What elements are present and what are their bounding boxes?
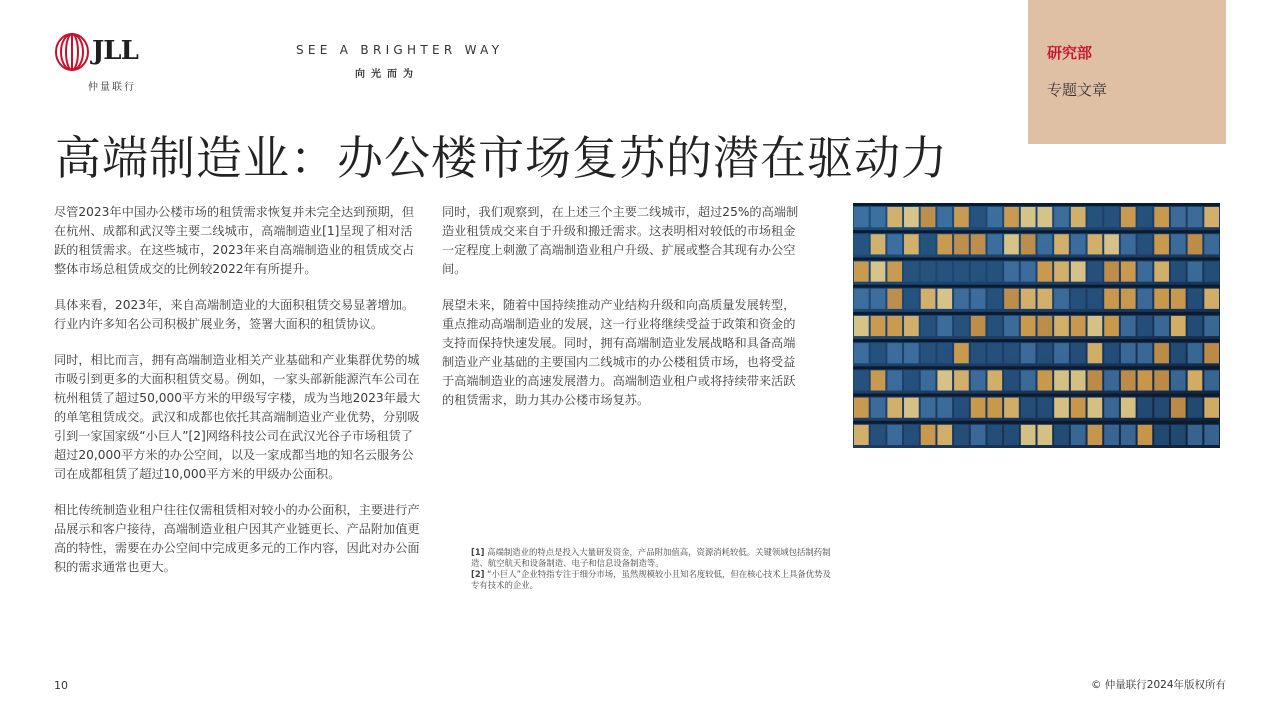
window-pane [1004,234,1019,254]
window-pane [1204,370,1219,390]
window-pane [1138,343,1153,363]
floor-slab [853,421,1220,424]
window-pane [954,234,969,254]
window-pane [1038,207,1053,227]
window-pane [904,289,919,309]
window-pane [921,425,936,445]
window-pane [1054,398,1069,418]
window-pane [1071,261,1086,281]
window-pane [1038,398,1053,418]
window-pane [1104,343,1119,363]
window-pane [1071,316,1086,336]
window-pane [987,261,1002,281]
window-pane [971,343,986,363]
window-pane [871,207,886,227]
window-pane [1104,207,1119,227]
window-pane [1054,207,1069,227]
window-pane [1104,261,1119,281]
window-pane [937,261,952,281]
window-pane [1071,234,1086,254]
window-pane [1054,316,1069,336]
window-pane [1138,425,1153,445]
window-pane [1021,316,1036,336]
window-pane [854,370,869,390]
window-pane [1121,234,1136,254]
window-pane [887,289,902,309]
window-pane [1004,343,1019,363]
window-pane [904,425,919,445]
window-pane [921,343,936,363]
window-pane [1104,398,1119,418]
window-pane [904,261,919,281]
window-pane [1054,289,1069,309]
window-pane [871,234,886,254]
floor-slab [853,230,1220,233]
window-pane [1171,370,1186,390]
window-pane [887,234,902,254]
window-pane [1071,398,1086,418]
window-pane [1171,261,1186,281]
window-pane [887,207,902,227]
paragraph: 相比传统制造业租户往往仅需租赁相对较小的办公面积，主要进行产品展示和客户接待，高端制造业租户因其产业链更长、产品附加值更高的特性，需要在办公空间中完成更多元的工作内容，因此对办公面积的需求通常也更大。 [54,503,420,574]
window-pane [954,370,969,390]
window-pane [1088,289,1103,309]
window-pane [1204,398,1219,418]
window-pane [1188,289,1203,309]
window-pane [1088,234,1103,254]
logo-subtitle: 仲量联行 [88,82,136,93]
window-pane [971,234,986,254]
window-pane [854,316,869,336]
window-pane [887,261,902,281]
window-pane [1188,425,1203,445]
window-pane [1154,289,1169,309]
window-pane [1138,370,1153,390]
window-pane [1154,261,1169,281]
window-pane [987,370,1002,390]
window-pane [1021,207,1036,227]
window-pane [904,234,919,254]
window-pane [971,261,986,281]
window-pane [1104,289,1119,309]
window-pane [937,234,952,254]
window-pane [1038,261,1053,281]
window-pane [1188,343,1203,363]
floor-slab [853,312,1220,315]
window-pane [1138,261,1153,281]
category-badge [1028,0,1226,144]
window-pane [921,261,936,281]
floor-slab [853,339,1220,342]
window-pane [854,289,869,309]
window-pane [1004,316,1019,336]
window-pane [1204,234,1219,254]
window-pane [854,234,869,254]
window-pane [954,316,969,336]
window-pane [1188,207,1203,227]
window-pane [871,343,886,363]
window-pane [1121,370,1136,390]
window-pane [1188,316,1203,336]
window-pane [1021,261,1036,281]
window-pane [987,234,1002,254]
window-pane [954,343,969,363]
window-pane [1171,343,1186,363]
window-pane [1054,425,1069,445]
tagline-sub: 向光而为 [355,69,419,80]
window-pane [937,343,952,363]
floor-slab [853,285,1220,288]
window-pane [1171,234,1186,254]
window-pane [921,316,936,336]
window-pane [1121,289,1136,309]
window-pane [987,343,1002,363]
department-label: 研究部 [1047,44,1093,62]
window-pane [1121,207,1136,227]
window-pane [1138,398,1153,418]
window-pane [1121,343,1136,363]
window-pane [1004,261,1019,281]
tagline: SEE A BRIGHTER WAY [296,43,504,57]
window-pane [1138,234,1153,254]
floor-slab [853,257,1220,260]
window-pane [1188,398,1203,418]
window-pane [1154,316,1169,336]
window-pane [1071,207,1086,227]
window-pane [904,370,919,390]
window-pane [1188,234,1203,254]
window-pane [1088,207,1103,227]
window-pane [871,398,886,418]
window-pane [954,425,969,445]
window-pane [1188,370,1203,390]
floor-slab [853,203,1220,206]
window-pane [1088,425,1103,445]
window-pane [1188,261,1203,281]
window-pane [887,343,902,363]
footnote [471,569,836,591]
window-pane [1121,398,1136,418]
building-facade-image [853,203,1220,448]
logo-wordmark: JLL [92,36,138,66]
window-pane [1154,234,1169,254]
window-pane [904,316,919,336]
footnote-number: [2] [471,569,485,579]
window-pane [1138,289,1153,309]
window-pane [1204,316,1219,336]
window-pane [1038,425,1053,445]
window-pane [1038,289,1053,309]
window-pane [1154,370,1169,390]
window-pane [1054,343,1069,363]
window-pane [854,398,869,418]
jll-globe-logo-icon [54,32,90,72]
window-pane [1154,343,1169,363]
jll-logo [54,32,144,92]
window-pane [1154,207,1169,227]
window-pane [887,316,902,336]
copyright: © 仲量联行2024年版权所有 [1090,679,1226,691]
window-pane [954,289,969,309]
window-pane [987,398,1002,418]
paragraph: 同时，我们观察到，在上述三个主要二线城市，超过25%的高端制造业租赁成交来自于升级和搬迁需求。这表明相对较低的市场租金一定程度上刺激了高端制造业租户升级、扩展或整合其现有办公空间。 [442,205,799,276]
window-pane [854,207,869,227]
window-pane [1138,316,1153,336]
window-pane [1071,289,1086,309]
footnote-text: “小巨人”企业特指专注于细分市场，虽然规模较小且知名度较低，但在核心技术上具备优势及专有技术的企业。 [471,569,831,590]
window-pane [1138,207,1153,227]
window-pane [1021,289,1036,309]
window-pane [987,316,1002,336]
window-pane [971,425,986,445]
window-pane [921,234,936,254]
window-pane [1071,343,1086,363]
footnotes [471,547,836,591]
window-pane [904,398,919,418]
window-pane [971,370,986,390]
page-title: 高端制造业：办公楼市场复苏的潜在驱动力 [55,131,948,185]
window-pane [1038,234,1053,254]
paragraph: 同时，相比而言，拥有高端制造业相关产业基础和产业集群优势的城市吸引到更多的大面积租赁交易。例如，一家头部新能源汽车公司在杭州租赁了超过50,000平方米的甲级写字楼，成为当地2023年最大的单笔租赁成交。武汉和成都也依托其高端制造业产业优势，分别吸引到一家国家级“小巨人”[2]网络科技公司在武汉光谷子市场租赁了超过20,000平方米的办公空间，以及一家成都当地的知名云服务公司在成都租赁了超过10,000平方米的甲级办公面积。 [54,353,421,481]
window-pane [1154,425,1169,445]
window-pane [937,425,952,445]
window-pane [1121,261,1136,281]
window-pane [1204,343,1219,363]
window-pane [987,425,1002,445]
window-pane [954,398,969,418]
window-pane [937,207,952,227]
window-pane [1038,343,1053,363]
window-pane [1004,425,1019,445]
window-pane [921,207,936,227]
window-pane [1104,425,1119,445]
floor-slab [853,366,1220,369]
footnote-number: [1] [471,547,485,557]
window-pane [1154,398,1169,418]
window-pane [871,425,886,445]
window-pane [1204,261,1219,281]
footnote-text: 高端制造业的特点是投入大量研发资金，产品附加值高，资源消耗较低。关键领域包括制药制造、航空航天和设备制造、电子和信息设备制造等。 [471,547,831,568]
window-pane [904,343,919,363]
window-pane [1171,207,1186,227]
window-pane [921,370,936,390]
window-pane [1054,370,1069,390]
window-pane [1054,234,1069,254]
window-pane [1071,370,1086,390]
window-pane [1121,425,1136,445]
window-pane [1088,261,1103,281]
window-pane [1204,289,1219,309]
window-pane [1121,316,1136,336]
window-pane [1021,398,1036,418]
window-pane [1104,370,1119,390]
paragraph: 展望未来，随着中国持续推动产业结构升级和向高质量发展转型，重点推动高端制造业的发展，这一行业将继续受益于政策和资金的支持而保持快速发展。同时，拥有高端制造业发展战略和具备高端制造业产业基础的主要国内二线城市的办公楼租赁市场，也将受益于高端制造业的高速发展潜力。高端制造业租户或将持续带来活跃的租赁需求，助力其办公楼市场复苏。 [442,298,796,407]
window-pane [971,207,986,227]
window-pane [1004,398,1019,418]
window-pane [887,398,902,418]
window-pane [954,261,969,281]
window-pane [854,343,869,363]
window-pane [1021,343,1036,363]
window-pane [1088,343,1103,363]
window-pane [1171,425,1186,445]
window-pane [1021,425,1036,445]
paragraph: 具体来看，2023年，来自高端制造业的大面积租赁交易显著增加。行业内许多知名公司积极扩展业务，签署大面积的租赁协议。 [54,298,415,331]
window-pane [871,370,886,390]
window-pane [854,425,869,445]
window-pane [937,370,952,390]
window-pane [921,289,936,309]
window-pane [937,289,952,309]
window-pane [1088,316,1103,336]
window-pane [1204,425,1219,445]
window-pane [971,398,986,418]
window-pane [1171,398,1186,418]
paragraph: 尽管2023年中国办公楼市场的租赁需求恢复并未完全达到预期，但在杭州、成都和武汉等主要二线城市，高端制造业[1]呈现了相对活跃的租赁需求。在这些城市，2023年来自高端制造业的租赁成交占整体市场总租赁成交的比例较2022年有所提升。 [54,205,415,276]
window-pane [1071,425,1086,445]
window-pane [971,316,986,336]
window-pane [887,370,902,390]
window-pane [1004,289,1019,309]
window-pane [937,316,952,336]
window-pane [921,398,936,418]
window-pane [1038,370,1053,390]
window-pane [1004,207,1019,227]
window-pane [937,398,952,418]
window-pane [887,425,902,445]
window-pane [871,289,886,309]
window-pane [904,207,919,227]
window-pane [1088,398,1103,418]
window-pane [871,261,886,281]
footnote [471,547,836,569]
window-pane [1038,316,1053,336]
floor-slab [853,394,1220,397]
window-pane [954,207,969,227]
window-pane [854,261,869,281]
window-pane [1204,207,1219,227]
body-column-left [54,203,422,594]
window-pane [1088,370,1103,390]
window-pane [987,289,1002,309]
window-pane [1171,289,1186,309]
window-pane [1104,316,1119,336]
window-pane [1171,316,1186,336]
window-pane [871,316,886,336]
window-pane [1021,234,1036,254]
window-pane [1054,261,1069,281]
window-pane [1021,370,1036,390]
window-pane [1104,234,1119,254]
window-pane [971,289,986,309]
window-pane [987,207,1002,227]
body-column-middle [442,203,804,427]
window-pane [1004,370,1019,390]
article-type-label: 专题文章 [1047,81,1108,99]
office-building-photo [853,203,1220,448]
page-number: 10 [54,679,68,692]
